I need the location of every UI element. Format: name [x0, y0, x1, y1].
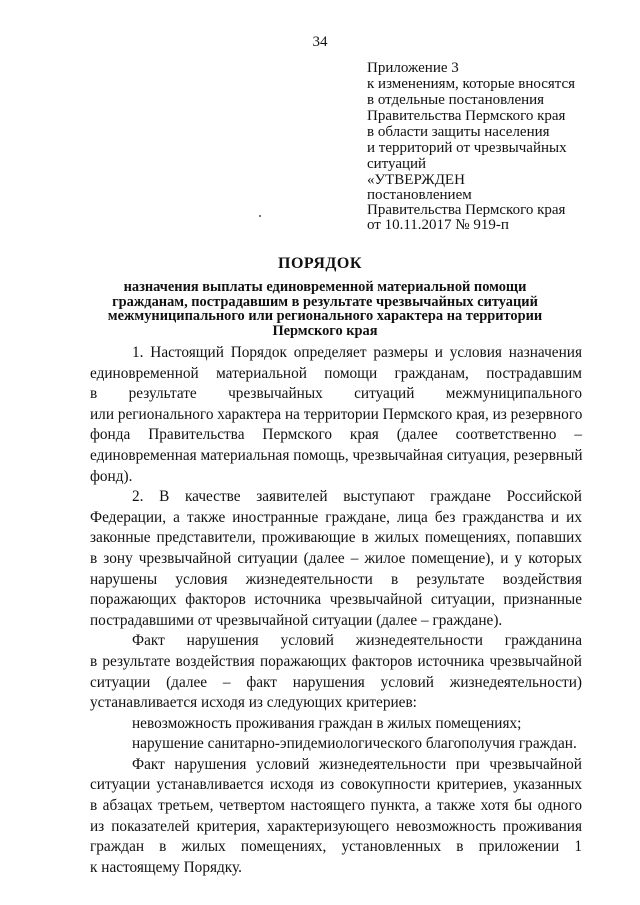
subtitle-line: назначения выплаты единовременной материальной помощи [123, 279, 527, 295]
paragraph-1-line: единовременной материальной помощи гражданам, пострадавшим [90, 364, 582, 382]
subtitle-line: гражданам, пострадавшим в результате чрезвычайных ситуаций [112, 293, 538, 310]
criterion-item: нарушение санитарно-эпидемиологического благополучия граждан. [132, 735, 577, 753]
paragraph-2-line: законные представители, проживающие в жилых помещениях, попавших [90, 529, 582, 547]
paragraph-1-line: 1. Настоящий Порядок определяет размеры и условия назначения [132, 344, 582, 361]
paragraph-4-line: в абзацах третьем, четвертом настоящего пункта, а также хотя бы одного [90, 797, 582, 815]
document-body [90, 343, 582, 878]
appendix-line: в отдельные постановления [367, 92, 545, 108]
appendix-line: и территорий от чрезвычайных [367, 140, 567, 156]
approval-stamp [367, 173, 637, 233]
approval-line: «УТВЕРЖДЕН [367, 172, 465, 188]
approval-line: постановлением [367, 187, 472, 203]
paragraph-4-line: граждан в жилых помещениях, установленных в приложении 1 [90, 838, 582, 856]
paragraph-1-line: фонда Правительства Пермского края (далее соответственно – [90, 426, 582, 444]
paragraph-2-line: нарушены условия жизнедеятельности в результате воздействия [90, 570, 582, 588]
approval-line: от 10.11.2017 № 919-п [367, 217, 509, 233]
criterion-item: невозможность проживания граждан в жилых помещениях; [132, 714, 522, 732]
paragraph-2-line: Федерации, а также иностранные граждане, лица без гражданства и их [90, 508, 582, 526]
appendix-line: Правительства Пермского края [367, 108, 566, 124]
paragraph-1-line: фонд). [90, 467, 133, 485]
appendix-line: к изменениям, которые вносятся [367, 76, 576, 92]
subtitle-line: Пермского края [272, 322, 378, 339]
paragraph-2-line: пострадавшими от чрезвычайной ситуации (далее – граждане). [90, 611, 503, 629]
paragraph-1-line: единовременная материальная помощь, чрезвычайная ситуация, резервный [90, 446, 583, 464]
page-number: 34 [312, 34, 328, 50]
paragraph-2-line: поражающих факторов источника чрезвычайной ситуации, признанные [90, 591, 582, 609]
paragraph-3-line: Факт нарушения условий жизнедеятельности гражданина [132, 632, 582, 650]
paragraph-2-line: 2. В качестве заявителей выступают граждане Российской [132, 488, 582, 506]
paragraph-3-line: устанавливается исходя из следующих критериев: [90, 694, 417, 712]
paragraph-3-line: в результате воздействия поражающих факторов источника чрезвычайной [90, 652, 582, 670]
appendix-line: Приложение 3 [367, 60, 459, 76]
appendix-line: ситуаций [367, 156, 427, 172]
paragraph-1-line: в результате чрезвычайных ситуаций межмуниципального [90, 385, 582, 403]
paragraph-3-line: ситуации (далее – факт нарушения условий жизнедеятельности) [90, 673, 582, 691]
appendix-header [367, 60, 637, 172]
paragraph-4-line: из показателей критерия, характеризующего невозможность проживания [90, 817, 582, 835]
subtitle-line: межмуниципального или регионального характера на территории [107, 308, 543, 324]
paragraph-1-line: или регионального характера на территории Пермского края, из резервного [90, 405, 583, 423]
appendix-line: в области защиты населения [367, 124, 550, 140]
paragraph-2-line: в зону чрезвычайной ситуации (далее – жилое помещение), и у которых [90, 549, 582, 567]
approval-line: Правительства Пермского края [367, 202, 566, 218]
document-title: ПОРЯДОК [278, 255, 362, 272]
document-subtitle [90, 280, 560, 338]
paragraph-4-line: к настоящему Порядку. [90, 858, 242, 876]
paragraph-4-line: ситуации устанавливается исходя из совокупности критериев, указанных [90, 776, 582, 794]
scan-speck [259, 215, 261, 217]
paragraph-4-line: Факт нарушения условий жизнедеятельности при чрезвычайной [132, 755, 582, 773]
